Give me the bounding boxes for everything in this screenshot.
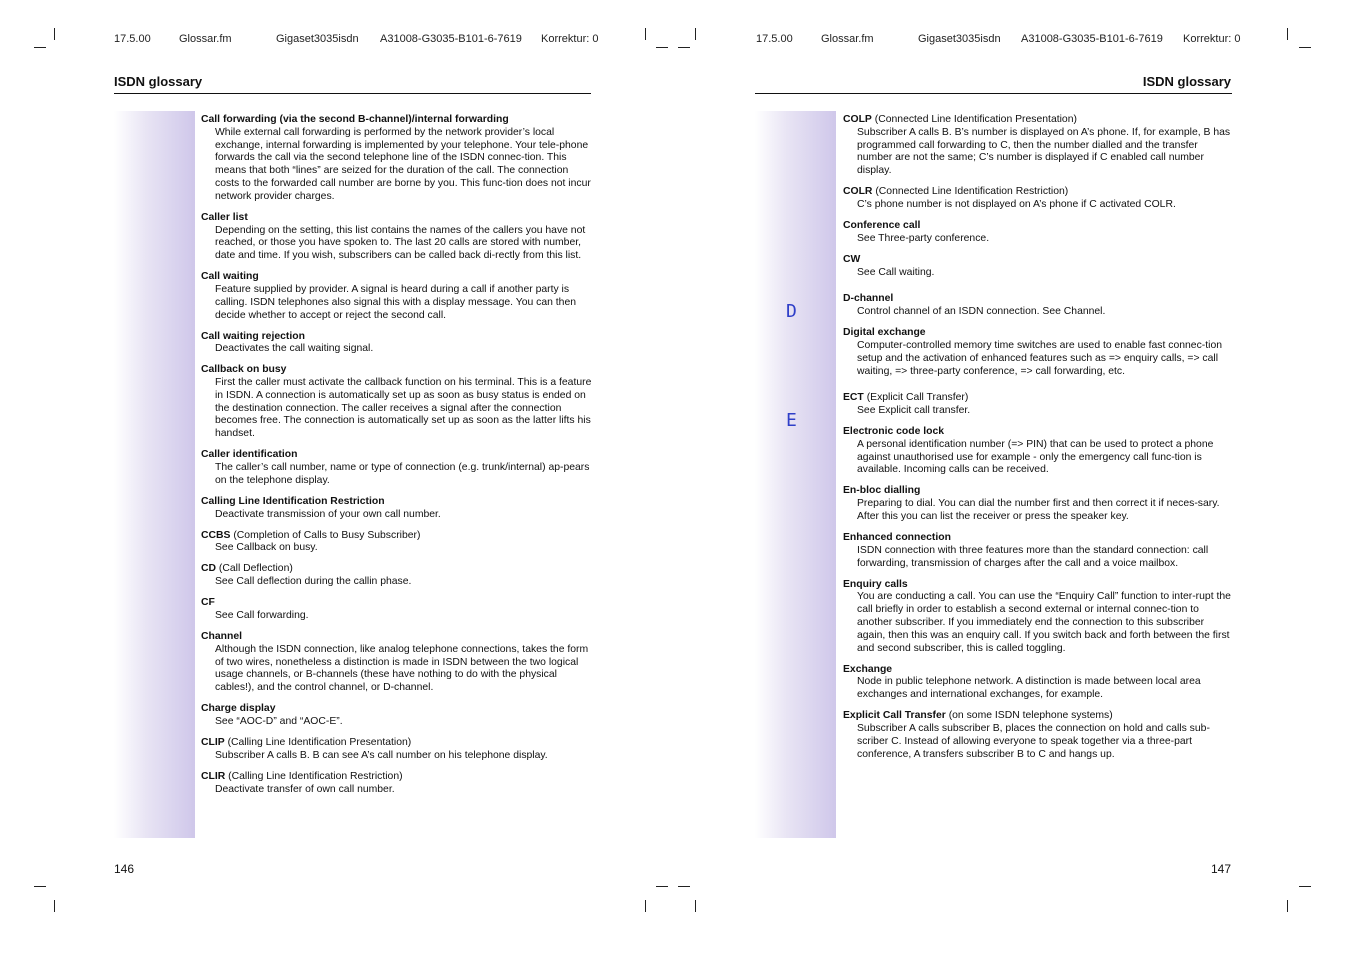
crop-mark (1287, 28, 1288, 40)
term-expansion: (Explicit Call Transfer) (866, 392, 969, 404)
crop-mark (645, 900, 646, 912)
glossary-term (201, 496, 593, 509)
page-number: 147 (1211, 862, 1232, 876)
glossary-entry (201, 271, 593, 322)
glossary-term (201, 449, 593, 462)
glossary-term (201, 530, 593, 543)
glossary-entry (201, 212, 593, 263)
glossary-definition: Subscriber A calls B. B can see A’s call number on his telephone display. (215, 749, 548, 761)
glossary-definition: Node in public telephone network. A distinction is made between local area exchanges and international exchanges, for example. (857, 676, 1201, 701)
glossary-term (201, 331, 593, 344)
section-letter-d: D (786, 301, 797, 322)
term-label: CCBS (201, 529, 231, 541)
glossary-entry (843, 485, 1235, 523)
glossary-entry (843, 114, 1235, 178)
glossary-term (201, 771, 593, 784)
glossary-definition: The caller’s call number, name or type of connection (e.g. trunk/internal) ap-pears on the telephone display. (215, 462, 590, 486)
glossary-term (201, 597, 593, 610)
glossary-entry (201, 364, 593, 441)
page-title: ISDN glossary (1142, 74, 1231, 89)
crop-mark (695, 900, 696, 912)
glossary-entry (843, 426, 1235, 477)
glossary-term (843, 293, 1235, 306)
glossary-definition: Subscriber A calls B. B’s number is displayed on A’s phone. If, for example, B has programmed call forwarding to C, then the number dialled and the transfer number are not the same; C’s number is displayed if C enabled call number display. (857, 126, 1231, 177)
header-code: A31008-G3035-B101-6-7619 (1021, 33, 1163, 45)
glossary-definition: See Explicit call transfer. (857, 405, 971, 417)
glossary-term (843, 664, 1235, 677)
glossary-definition: ISDN connection with three features more than the standard connection: call forwarding, transmission of charges after the call and a voice mailbox. (857, 544, 1209, 569)
glossary-term (201, 364, 593, 377)
glossary-entry (201, 530, 593, 556)
header-date: 17.5.00 (756, 33, 793, 45)
term-label: Explicit Call Transfer (843, 710, 946, 722)
term-label: Calling Line Identification Restriction (201, 495, 385, 507)
crop-mark (678, 886, 690, 887)
glossary-entry (843, 710, 1235, 761)
term-label: Conference call (843, 219, 921, 231)
glossary-term (843, 710, 1235, 723)
page-number: 146 (114, 862, 135, 876)
term-label: ECT (843, 392, 864, 404)
term-label: Electronic code lock (843, 426, 945, 438)
term-label: Call waiting (201, 271, 259, 283)
glossary-term (843, 485, 1235, 498)
glossary-term (843, 532, 1235, 545)
glossary-definition: Feature supplied by provider. A signal is heard during a call if another party is calling. ISDN telephones also signal this with a display message. You can then decide whether to accept or reject the second call. (215, 283, 577, 321)
term-label: CLIR (201, 770, 226, 782)
term-label: Caller list (201, 211, 248, 223)
term-label: Enhanced connection (843, 532, 951, 544)
glossary-term (201, 271, 593, 284)
term-label: CF (201, 597, 215, 609)
glossary-definition: First the caller must activate the callback function on his terminal. This is a feature in ISDN. A connection is automatically set up as soon as busy status is ended on the destination connection. The caller receives a signal after the connection becomes free. The connection is automatically set up as soon as the latter lifts his handset. (215, 377, 592, 440)
glossary-entry (843, 664, 1235, 702)
glossary-definition: C’s phone number is not displayed on A’s phone if C activated COLR. (857, 198, 1176, 210)
term-expansion: (Connected Line Identification Restriction) (875, 186, 1069, 198)
crop-mark (678, 47, 690, 48)
glossary-entry (843, 254, 1235, 280)
glossary-definition: See Call deflection during the callin phase. (215, 576, 412, 588)
term-label: CD (201, 563, 217, 575)
crop-mark (695, 28, 696, 40)
glossary-entries (201, 114, 593, 804)
glossary-term (201, 703, 593, 716)
glossary-entry (201, 597, 593, 623)
glossary-entry (843, 186, 1235, 212)
crop-mark (1287, 900, 1288, 912)
glossary-entry (201, 496, 593, 522)
term-expansion: (Calling Line Identification Restriction) (228, 770, 403, 782)
glossary-entry (201, 737, 593, 763)
term-label: Charge display (201, 703, 276, 715)
glossary-entries (843, 114, 1235, 770)
header-korrektur: Korrektur: 0 (1183, 33, 1241, 45)
header-product: Gigaset3035isdn (276, 33, 359, 45)
term-label: Enquiry calls (843, 578, 908, 590)
glossary-term (843, 392, 1235, 405)
glossary-definition: A personal identification number (=> PIN) that can be used to protect a phone against unauthorised use for example - only the emergency call func-tion is available. Incoming calls can be received. (857, 438, 1214, 476)
term-label: Call forwarding (via the second B-channel)/internal forwarding (201, 114, 509, 125)
glossary-definition: Deactivate transfer of own call number. (215, 783, 395, 795)
glossary-definition: Deactivates the call waiting signal. (215, 343, 374, 355)
glossary-term (843, 426, 1235, 439)
term-label: Exchange (843, 663, 893, 675)
header-rule (114, 93, 591, 94)
glossary-entry (201, 771, 593, 797)
glossary-definition: See “AOC-D” and “AOC-E”. (215, 715, 343, 727)
section-letter-e: E (786, 410, 797, 431)
glossary-term (201, 212, 593, 225)
term-label: CW (843, 253, 861, 265)
term-label: Call waiting rejection (201, 330, 305, 342)
glossary-definition: Computer-controlled memory time switches are used to enable fast connec-tion setup and the activation of enhanced features such as => enquiry calls, => call waiting, => three-party conference, => call forwarding, etc. (857, 339, 1222, 377)
glossary-term (201, 631, 593, 644)
page-title: ISDN glossary (114, 74, 203, 89)
glossary-term (843, 114, 1235, 127)
glossary-definition: See Three-party conference. (857, 232, 990, 244)
glossary-definition: While external call forwarding is performed by the network provider’s local exchange, internal forwarding is implemented by your telephone. Your tele-phone forwards the call via the second telephone line of the ISDN connec-tion. This means that both “lines” are seized for the duration of the call. The connection costs to the forwarded call number are borne by you. This func-tion does not incur network provider charges. (215, 126, 591, 202)
header-product: Gigaset3035isdn (918, 33, 1001, 45)
crop-mark (645, 28, 646, 40)
term-label: Callback on busy (201, 364, 287, 376)
glossary-entry (201, 563, 593, 589)
sidebar-band (114, 111, 195, 838)
glossary-term (843, 254, 1235, 267)
term-expansion: (Connected Line Identification Presentation) (874, 114, 1077, 125)
term-expansion: (Call Deflection) (218, 563, 293, 575)
glossary-definition: Preparing to dial. You can dial the number first and then correct it if neces-sary. After this you can list the receiver or press the speaker key. (857, 498, 1220, 523)
term-label: COLP (843, 114, 872, 125)
header-file: Glossar.fm (179, 33, 232, 45)
glossary-entry (843, 293, 1235, 319)
crop-mark (1299, 47, 1311, 48)
sidebar-band (755, 111, 836, 838)
glossary-definition: Although the ISDN connection, like analog telephone connections, takes the form of two wires, nonetheless a distinction is made in ISDN between the two logical usage channels, or B-channels (these have nothing to do with the physical cables!), and the control channel, or D-channel. (215, 643, 589, 694)
glossary-definition: See Callback on busy. (215, 542, 318, 554)
header-rule (755, 93, 1232, 94)
term-label: Digital exchange (843, 327, 926, 339)
glossary-term (201, 563, 593, 576)
glossary-term (201, 737, 593, 750)
term-expansion: (Calling Line Identification Presentation) (227, 736, 412, 748)
glossary-term (843, 327, 1235, 340)
crop-mark (656, 886, 668, 887)
header-date: 17.5.00 (114, 33, 151, 45)
glossary-term (843, 186, 1235, 199)
glossary-entry (201, 114, 593, 204)
glossary-definition: See Call waiting. (857, 266, 935, 278)
glossary-entry (201, 331, 593, 357)
header-file: Glossar.fm (821, 33, 874, 45)
right-page (675, 0, 1350, 954)
header-korrektur: Korrektur: 0 (541, 33, 599, 45)
term-label: En-bloc dialling (843, 485, 921, 497)
term-expansion: (on some ISDN telephone systems) (948, 710, 1113, 722)
header-code: A31008-G3035-B101-6-7619 (380, 33, 522, 45)
term-label: Channel (201, 630, 242, 642)
glossary-entry (201, 631, 593, 695)
crop-mark (54, 900, 55, 912)
crop-mark (656, 47, 668, 48)
crop-mark (34, 47, 46, 48)
crop-mark (1299, 886, 1311, 887)
glossary-term (201, 114, 593, 127)
term-label: D-channel (843, 293, 894, 305)
glossary-entry (843, 579, 1235, 656)
glossary-entry (201, 449, 593, 487)
term-label: CLIP (201, 736, 225, 748)
crop-mark (34, 886, 46, 887)
glossary-entry (201, 703, 593, 729)
term-label: Caller identification (201, 449, 298, 461)
glossary-definition: You are conducting a call. You can use the “Enquiry Call” function to inter-rupt the call briefly in order to establish a second external or internal connec-tion to another subscriber. If you immediately end the connection to this subscriber again, then this was an enquiry call. If you switch back and forth between the first and second subscriber, this is called toggling. (857, 591, 1231, 654)
term-expansion: (Completion of Calls to Busy Subscriber) (233, 529, 421, 541)
glossary-entry (843, 532, 1235, 570)
glossary-entry (843, 392, 1235, 418)
glossary-definition: Depending on the setting, this list contains the names of the callers you have not reached, or those you have spoken to. The last 20 calls are stored with number, date and time. If you wish, subscribers can be called back di-rectly from this list. (215, 224, 586, 262)
glossary-term (843, 579, 1235, 592)
glossary-definition: Deactivate transmission of your own call number. (215, 508, 441, 520)
glossary-definition: See Call forwarding. (215, 609, 309, 621)
term-label: COLR (843, 186, 873, 198)
glossary-definition: Control channel of an ISDN connection. See Channel. (857, 306, 1106, 318)
glossary-entry (843, 327, 1235, 378)
glossary-definition: Subscriber A calls subscriber B, places the connection on hold and calls sub-scriber C. Instead of allowing everyone to speak together via a three-part conference, A transfers subscriber B to C and hangs up. (857, 722, 1210, 760)
glossary-term (843, 220, 1235, 233)
crop-mark (54, 28, 55, 40)
glossary-entry (843, 220, 1235, 246)
